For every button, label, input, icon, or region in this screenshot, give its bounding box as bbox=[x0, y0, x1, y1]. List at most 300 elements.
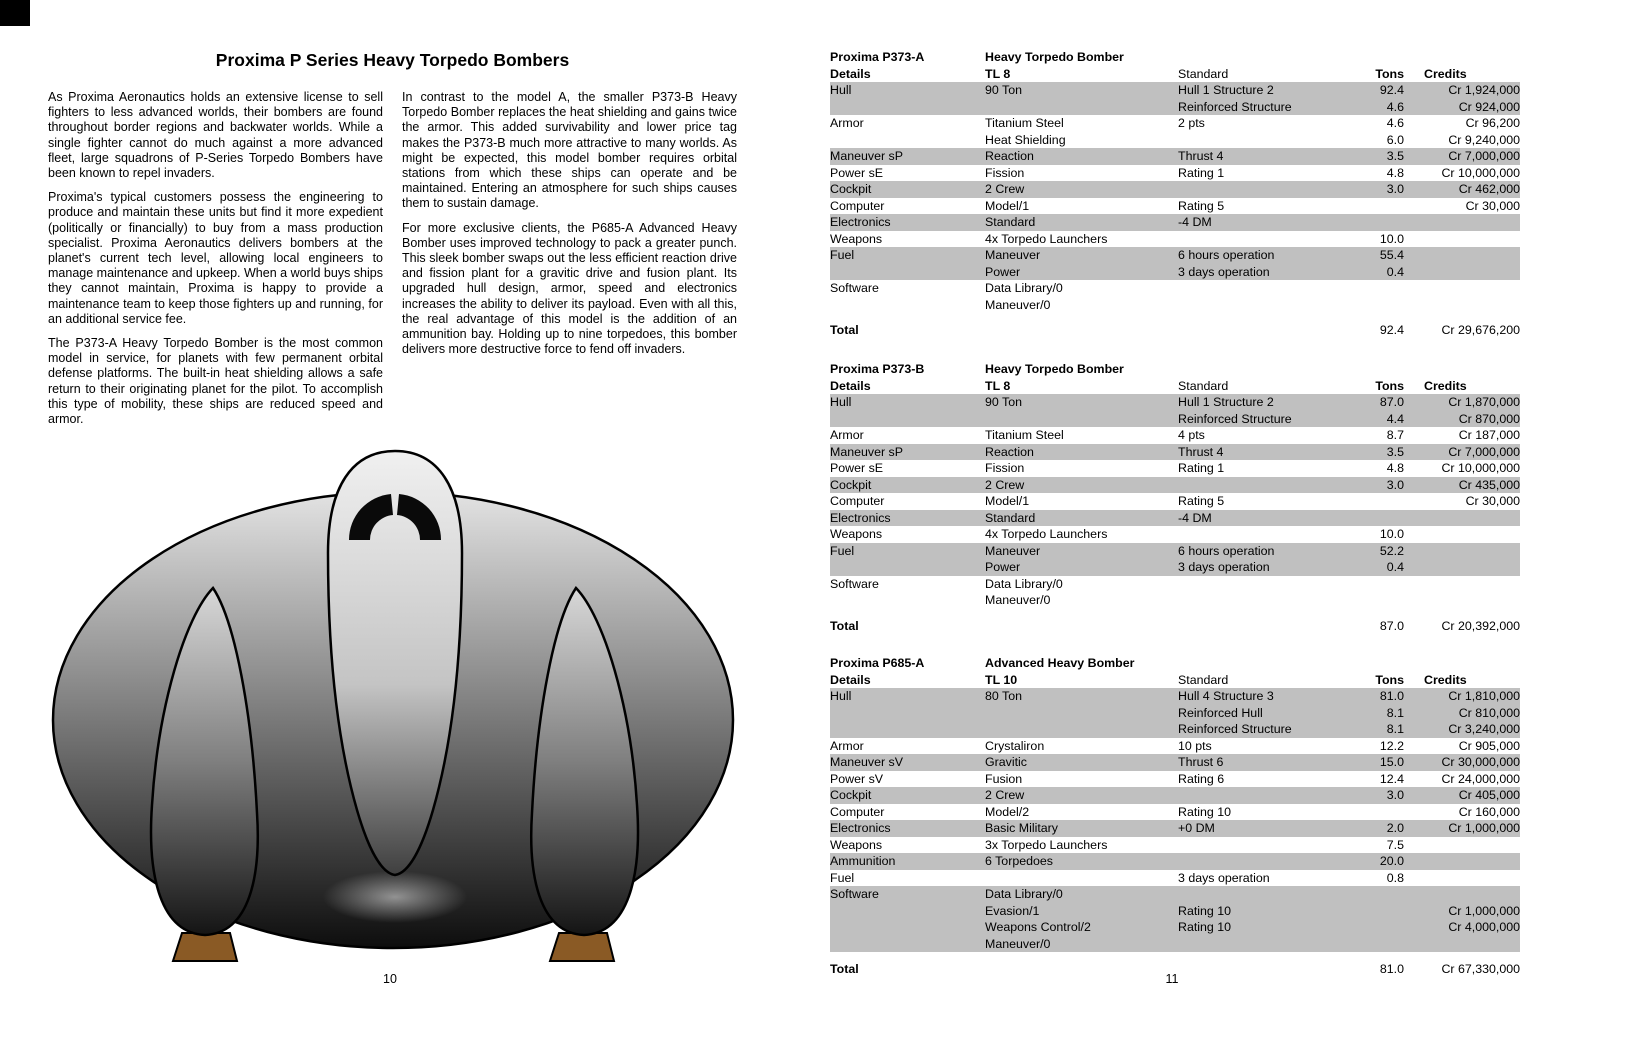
table-row bbox=[830, 559, 1520, 576]
table-row bbox=[830, 394, 1520, 411]
cell-tons: 3.0 bbox=[1386, 182, 1404, 196]
table-cell bbox=[1178, 961, 1340, 978]
cell-component: 2 Crew bbox=[985, 182, 1025, 196]
cell-standard: 3 days operation bbox=[1178, 870, 1270, 885]
cell-component: 3x Torpedo Launchers bbox=[985, 837, 1108, 852]
cell-detail bbox=[830, 297, 985, 314]
cell-component bbox=[985, 870, 1178, 887]
cell-credits bbox=[1404, 559, 1520, 576]
cell-component: Gravitic bbox=[985, 755, 1027, 769]
cell-component: Power bbox=[985, 264, 1021, 279]
table-header-row bbox=[830, 672, 1520, 689]
table-title-row bbox=[830, 361, 1520, 378]
cell-standard: 10 pts bbox=[1178, 738, 1212, 753]
cell-credits: Cr 24,000,000 bbox=[1441, 771, 1520, 786]
cell-component bbox=[985, 705, 1178, 722]
table-row bbox=[830, 115, 1520, 132]
cell-credits: Cr 187,000 bbox=[1458, 428, 1520, 442]
table-header-row bbox=[830, 378, 1520, 395]
cell-standard: Hull 1 Structure 2 bbox=[1178, 395, 1274, 409]
cell-standard: -4 DM bbox=[1178, 215, 1212, 229]
cell-detail: Armor bbox=[830, 738, 864, 753]
cell-detail: Electronics bbox=[830, 510, 891, 525]
cell-component: Data Library/0 bbox=[985, 281, 1063, 295]
cell-component: 4x Torpedo Launchers bbox=[985, 231, 1108, 246]
table-row bbox=[830, 771, 1520, 788]
cell-component: Titanium Steel bbox=[985, 428, 1064, 442]
cell-detail: Software bbox=[830, 281, 879, 295]
cell-tons: 55.4 bbox=[1379, 248, 1404, 262]
cell-detail bbox=[830, 936, 985, 953]
cell-tons bbox=[1340, 804, 1404, 821]
cell-standard bbox=[1178, 231, 1340, 248]
cell-credits bbox=[1404, 853, 1520, 870]
text-column-left bbox=[48, 90, 383, 436]
table-row bbox=[830, 427, 1520, 444]
table-total-row bbox=[830, 961, 1520, 978]
cell-detail: Computer bbox=[830, 804, 885, 819]
cell-tons: 0.4 bbox=[1386, 560, 1404, 574]
cell-credits: Cr 405,000 bbox=[1458, 788, 1520, 802]
cell-standard: +0 DM bbox=[1178, 821, 1215, 835]
cell-credits: Cr 1,924,000 bbox=[1448, 83, 1520, 97]
cell-tons: 10.0 bbox=[1379, 231, 1404, 246]
cell-credits bbox=[1404, 837, 1520, 854]
cell-standard: Rating 10 bbox=[1178, 804, 1232, 819]
cell-detail: Maneuver sP bbox=[830, 149, 904, 163]
total-tons: 87.0 bbox=[1379, 618, 1404, 633]
table-total-row bbox=[830, 322, 1520, 339]
cell-detail: Cockpit bbox=[830, 477, 872, 492]
col-header-standard: Standard bbox=[1178, 378, 1229, 393]
cell-component bbox=[985, 721, 1178, 738]
cell-detail: Weapons bbox=[830, 527, 883, 541]
cell-detail bbox=[830, 592, 985, 609]
table-row bbox=[830, 264, 1520, 281]
cell-standard: 6 hours operation bbox=[1178, 248, 1275, 262]
table-header-row bbox=[830, 66, 1520, 83]
landing-skid-left bbox=[173, 933, 237, 961]
cell-standard bbox=[1178, 592, 1340, 609]
cell-detail: Computer bbox=[830, 494, 885, 508]
cell-component: 80 Ton bbox=[985, 689, 1022, 703]
col-header-details: Details bbox=[830, 66, 871, 81]
cell-credits bbox=[1404, 886, 1520, 903]
col-header-tech-level: TL 10 bbox=[985, 672, 1018, 687]
cell-standard bbox=[1178, 853, 1340, 870]
cell-detail bbox=[830, 99, 985, 116]
ship-table-1 bbox=[830, 49, 1520, 339]
cell-standard: 3 days operation bbox=[1178, 560, 1270, 574]
cell-detail: Armor bbox=[830, 116, 864, 130]
col-header-tons: Tons bbox=[1375, 672, 1404, 687]
cell-component bbox=[985, 411, 1178, 428]
body-paragraph: In contrast to the model A, the smaller P373-B Heavy Torpedo Bomber replaces the heat shielding and gains twice the armor. This added survivability and lower price tag makes the P373-B much more attractive to many worlds. As might be expected, this model bomber requires orbital stations from which these ships can operate and be maintained. Entering an atmosphere for such ships causes them to sustain damage. bbox=[402, 90, 737, 211]
table-row bbox=[830, 721, 1520, 738]
table-row bbox=[830, 148, 1520, 165]
table-row bbox=[830, 231, 1520, 248]
cell-credits bbox=[1404, 214, 1520, 231]
cell-tons bbox=[1340, 592, 1404, 609]
cell-detail: Armor bbox=[830, 428, 864, 442]
page-number-left: 10 bbox=[383, 972, 397, 986]
cell-detail: Maneuver sV bbox=[830, 755, 904, 769]
cell-component: Crystaliron bbox=[985, 738, 1045, 753]
table-model-name: Proxima P685-A bbox=[830, 656, 925, 670]
cell-detail: Electronics bbox=[830, 215, 891, 229]
page-title: Proxima P Series Heavy Torpedo Bombers bbox=[215, 50, 570, 70]
cell-credits bbox=[1404, 936, 1520, 953]
table-row bbox=[830, 576, 1520, 593]
cell-component: 90 Ton bbox=[985, 83, 1022, 97]
table-model-name: Proxima P373-B bbox=[830, 362, 925, 376]
table-row bbox=[830, 510, 1520, 527]
cell-tons: 0.8 bbox=[1386, 870, 1404, 885]
table-total-row bbox=[830, 618, 1520, 635]
landing-skid-right bbox=[550, 933, 614, 961]
cell-credits bbox=[1404, 264, 1520, 281]
cell-credits: Cr 9,240,000 bbox=[1448, 132, 1520, 147]
cell-tons: 12.2 bbox=[1379, 738, 1404, 753]
cell-credits bbox=[1404, 280, 1520, 297]
cell-tons: 52.2 bbox=[1379, 543, 1404, 558]
cell-standard: Hull 1 Structure 2 bbox=[1178, 83, 1274, 97]
cell-component bbox=[985, 99, 1178, 116]
cell-tons: 4.6 bbox=[1386, 116, 1404, 130]
total-credits: Cr 67,330,000 bbox=[1441, 962, 1520, 976]
col-header-details: Details bbox=[830, 672, 871, 687]
cell-tons bbox=[1340, 886, 1404, 903]
cell-detail: Power sE bbox=[830, 461, 884, 475]
table-row bbox=[830, 903, 1520, 920]
table-row bbox=[830, 165, 1520, 182]
cell-component: Power bbox=[985, 560, 1021, 574]
cell-detail: Power sE bbox=[830, 165, 884, 180]
cell-standard bbox=[1178, 132, 1340, 149]
cell-tons bbox=[1340, 919, 1404, 936]
table-row bbox=[830, 886, 1520, 903]
cell-credits: Cr 905,000 bbox=[1458, 738, 1520, 753]
cell-tons: 20.0 bbox=[1379, 854, 1404, 868]
cell-credits bbox=[1404, 247, 1520, 264]
cell-tons: 12.4 bbox=[1379, 771, 1404, 786]
table-row bbox=[830, 754, 1520, 771]
cell-detail: Software bbox=[830, 576, 879, 591]
table-row bbox=[830, 297, 1520, 314]
cell-credits: Cr 1,000,000 bbox=[1448, 821, 1520, 835]
table-spacer bbox=[830, 313, 1520, 322]
text-column-right bbox=[402, 90, 737, 366]
cell-standard bbox=[1178, 787, 1340, 804]
cell-tons bbox=[1340, 214, 1404, 231]
cell-standard: 2 pts bbox=[1178, 116, 1205, 130]
cell-credits: Cr 10,000,000 bbox=[1441, 165, 1520, 180]
page-number-right: 11 bbox=[1165, 972, 1179, 986]
cell-standard: -4 DM bbox=[1178, 510, 1212, 525]
cell-component: Standard bbox=[985, 510, 1036, 525]
cell-tons: 3.0 bbox=[1386, 477, 1404, 492]
cell-credits: Cr 30,000,000 bbox=[1441, 755, 1520, 769]
total-tons: 92.4 bbox=[1379, 323, 1404, 337]
cell-component: Data Library/0 bbox=[985, 576, 1063, 591]
table-row bbox=[830, 592, 1520, 609]
table-cell bbox=[1178, 322, 1340, 339]
cell-standard: Rating 6 bbox=[1178, 771, 1225, 786]
cell-component: Standard bbox=[985, 215, 1036, 229]
cell-standard: 6 hours operation bbox=[1178, 543, 1275, 558]
cell-standard: Reinforced Hull bbox=[1178, 705, 1263, 720]
cell-credits bbox=[1404, 592, 1520, 609]
cell-tons: 3.5 bbox=[1386, 444, 1404, 459]
hull-highlight bbox=[323, 871, 467, 923]
cell-standard bbox=[1178, 886, 1340, 903]
table-row bbox=[830, 444, 1520, 461]
cell-credits: Cr 1,870,000 bbox=[1448, 395, 1520, 409]
total-label: Total bbox=[830, 618, 859, 633]
cell-component: Basic Military bbox=[985, 821, 1058, 835]
cell-component: 2 Crew bbox=[985, 477, 1025, 492]
cell-credits: Cr 870,000 bbox=[1458, 411, 1520, 426]
cell-component: Model/1 bbox=[985, 494, 1030, 508]
cell-tons bbox=[1340, 280, 1404, 297]
cell-detail: Power sV bbox=[830, 771, 884, 786]
cell-tons: 8.7 bbox=[1386, 428, 1404, 442]
ship-table-2 bbox=[830, 361, 1520, 634]
cell-detail bbox=[830, 721, 985, 738]
cell-detail bbox=[830, 264, 985, 281]
cell-tons: 6.0 bbox=[1386, 132, 1404, 147]
col-header-tech-level: TL 8 bbox=[985, 378, 1011, 393]
cell-standard: Rating 10 bbox=[1178, 903, 1232, 918]
cell-component: Evasion/1 bbox=[985, 903, 1040, 918]
col-header-credits: Credits bbox=[1424, 378, 1467, 393]
cell-standard: Hull 4 Structure 3 bbox=[1178, 689, 1274, 703]
cell-detail: Fuel bbox=[830, 870, 855, 885]
cell-detail bbox=[830, 132, 985, 149]
cell-detail: Software bbox=[830, 887, 879, 901]
cell-credits: Cr 96,200 bbox=[1465, 116, 1520, 130]
cell-tons bbox=[1340, 576, 1404, 593]
cell-component: Fission bbox=[985, 165, 1025, 180]
table-row bbox=[830, 493, 1520, 510]
cell-detail: Hull bbox=[830, 83, 852, 97]
table-row bbox=[830, 837, 1520, 854]
cell-component: Maneuver bbox=[985, 248, 1041, 262]
total-credits: Cr 20,392,000 bbox=[1441, 618, 1520, 633]
col-header-details: Details bbox=[830, 378, 871, 393]
cell-component: Reaction bbox=[985, 149, 1034, 163]
cell-credits: Cr 462,000 bbox=[1458, 182, 1520, 196]
cell-standard: Rating 10 bbox=[1178, 920, 1232, 934]
cell-tons bbox=[1340, 198, 1404, 215]
cell-standard bbox=[1178, 936, 1340, 953]
table-row bbox=[830, 919, 1520, 936]
table-row bbox=[830, 181, 1520, 198]
cell-credits: Cr 924,000 bbox=[1458, 99, 1520, 114]
cell-component: Data Library/0 bbox=[985, 887, 1063, 901]
table-cell bbox=[985, 961, 1178, 978]
cell-credits: Cr 7,000,000 bbox=[1448, 444, 1520, 459]
table-cell bbox=[1178, 618, 1340, 635]
cell-standard: Reinforced Structure bbox=[1178, 722, 1292, 736]
cell-standard bbox=[1178, 526, 1340, 543]
cell-standard: Rating 1 bbox=[1178, 461, 1225, 475]
body-paragraph: As Proxima Aeronautics holds an extensive license to sell fighters to less advanced worlds, their bombers are found throughout border regions and backwater worlds. While a single fighter cannot do much against a more advanced fleet, large squadrons of P-Series Torpedo Bombers have been known to repel invaders. bbox=[48, 90, 383, 181]
table-row bbox=[830, 804, 1520, 821]
cell-detail: Electronics bbox=[830, 821, 891, 835]
table-cell bbox=[985, 322, 1178, 339]
cell-component: Heat Shielding bbox=[985, 132, 1066, 147]
cell-tons: 8.1 bbox=[1386, 705, 1404, 720]
total-label: Total bbox=[830, 323, 859, 337]
cell-detail bbox=[830, 705, 985, 722]
table-row bbox=[830, 411, 1520, 428]
table-row bbox=[830, 198, 1520, 215]
bomber-illustration bbox=[45, 445, 740, 965]
cell-tons bbox=[1340, 493, 1404, 510]
cell-component: 2 Crew bbox=[985, 788, 1025, 802]
cell-detail: Cockpit bbox=[830, 182, 872, 196]
cell-standard bbox=[1178, 477, 1340, 494]
cell-detail: Fuel bbox=[830, 248, 855, 262]
col-header-standard: Standard bbox=[1178, 66, 1229, 81]
table-ship-type: Heavy Torpedo Bomber bbox=[985, 362, 1124, 376]
cell-detail: Maneuver sP bbox=[830, 444, 904, 459]
cell-credits bbox=[1404, 297, 1520, 314]
total-label: Total bbox=[830, 962, 859, 976]
cell-component: Fusion bbox=[985, 771, 1023, 786]
cell-component: Weapons Control/2 bbox=[985, 920, 1091, 934]
cell-standard: Reinforced Structure bbox=[1178, 99, 1292, 114]
table-row bbox=[830, 543, 1520, 560]
cell-credits bbox=[1404, 526, 1520, 543]
cell-detail: Cockpit bbox=[830, 788, 872, 802]
cell-detail: Hull bbox=[830, 689, 852, 703]
cell-tons: 2.0 bbox=[1386, 821, 1404, 835]
cell-credits: Cr 3,240,000 bbox=[1448, 722, 1520, 736]
cell-detail: Weapons bbox=[830, 231, 883, 246]
cell-detail bbox=[830, 919, 985, 936]
table-spacer bbox=[830, 609, 1520, 618]
cell-detail: Ammunition bbox=[830, 854, 896, 868]
cell-tons: 15.0 bbox=[1379, 755, 1404, 769]
cell-component: Maneuver bbox=[985, 543, 1041, 558]
body-paragraph: For more exclusive clients, the P685-A Advanced Heavy Bomber uses improved technology to pack a greater punch. This sleek bomber swaps out the less efficient reaction drive and fission plant for a gravitic drive and fusion plant. Its upgraded hull design, armor, speed and electronics increases the ability to deliver its payload. Even with all this, the real advantage of this model is the addition of an ammunition bay. Holding up to nine torpedoes, this bomber delivers more destructive force to fend off invaders. bbox=[402, 220, 737, 357]
table-ship-type: Advanced Heavy Bomber bbox=[985, 656, 1135, 670]
cell-detail: Fuel bbox=[830, 543, 855, 558]
cell-credits bbox=[1404, 231, 1520, 248]
body-paragraph: The P373-A Heavy Torpedo Bomber is the most common model in service, for planets with few permanent orbital defense platforms. The built-in heat shielding allows a safe return to their originating planet for the pilot. To accomplish this type of mobility, these ships are reduced speed and armor. bbox=[48, 336, 383, 427]
cell-credits bbox=[1404, 510, 1520, 527]
scan-artifact-mark bbox=[0, 0, 30, 26]
cell-credits: Cr 1,810,000 bbox=[1448, 689, 1520, 703]
cell-credits: Cr 810,000 bbox=[1458, 705, 1520, 720]
cell-standard bbox=[1178, 837, 1340, 854]
cell-tons: 7.5 bbox=[1386, 837, 1404, 852]
cell-component: Model/1 bbox=[985, 198, 1030, 213]
ship-table-3 bbox=[830, 655, 1520, 978]
cell-credits: Cr 30,000 bbox=[1465, 494, 1520, 508]
cell-credits: Cr 1,000,000 bbox=[1448, 903, 1520, 918]
table-title-row bbox=[830, 655, 1520, 672]
cell-standard bbox=[1178, 297, 1340, 314]
cell-tons: 92.4 bbox=[1379, 83, 1404, 97]
table-row bbox=[830, 214, 1520, 231]
cell-standard: 4 pts bbox=[1178, 428, 1205, 442]
table-spacer bbox=[830, 952, 1520, 961]
table-row bbox=[830, 132, 1520, 149]
cell-detail bbox=[830, 903, 985, 920]
table-cell bbox=[985, 618, 1178, 635]
cell-credits bbox=[1404, 576, 1520, 593]
cell-tons: 4.8 bbox=[1386, 165, 1404, 180]
cell-tons: 4.4 bbox=[1386, 411, 1404, 426]
table-row bbox=[830, 526, 1520, 543]
cell-standard bbox=[1178, 280, 1340, 297]
cell-detail: Weapons bbox=[830, 837, 883, 852]
table-row bbox=[830, 820, 1520, 837]
cell-standard: Rating 5 bbox=[1178, 198, 1225, 213]
cell-standard bbox=[1178, 181, 1340, 198]
table-title-row bbox=[830, 49, 1520, 66]
cell-tons bbox=[1340, 903, 1404, 920]
table-row bbox=[830, 787, 1520, 804]
cell-tons bbox=[1340, 510, 1404, 527]
cell-tons: 3.5 bbox=[1386, 149, 1404, 163]
cell-credits bbox=[1404, 543, 1520, 560]
cell-detail: Computer bbox=[830, 198, 885, 213]
cell-credits: Cr 7,000,000 bbox=[1448, 149, 1520, 163]
col-header-credits: Credits bbox=[1424, 672, 1467, 687]
body-paragraph: Proxima's typical customers possess the engineering to produce and maintain these units but find it more expedient (politically or financially) to buy from a mass production specialist. Proxima Aeronautics delivers bombers at the planet's current tech level, allowing local engineers to manage maintenance and upkeep. When a world buys ships they cannot maintain, Proxima is happy to provide a maintenance team to keep those fighters up and running, for an additional service fee. bbox=[48, 190, 383, 326]
cell-component: 6 Torpedoes bbox=[985, 854, 1053, 868]
cell-tons: 4.6 bbox=[1386, 99, 1404, 114]
cell-credits: Cr 30,000 bbox=[1465, 198, 1520, 213]
cell-tons: 10.0 bbox=[1379, 527, 1404, 541]
table-row bbox=[830, 460, 1520, 477]
cell-standard: Reinforced Structure bbox=[1178, 411, 1292, 426]
total-credits: Cr 29,676,200 bbox=[1441, 323, 1520, 337]
table-row bbox=[830, 99, 1520, 116]
table-row bbox=[830, 870, 1520, 887]
cell-tons: 0.4 bbox=[1386, 264, 1404, 279]
cell-detail: Hull bbox=[830, 395, 852, 409]
cell-tons: 87.0 bbox=[1379, 395, 1404, 409]
cell-component: 4x Torpedo Launchers bbox=[985, 527, 1108, 541]
cell-standard bbox=[1178, 576, 1340, 593]
cell-credits: Cr 10,000,000 bbox=[1441, 461, 1520, 475]
col-header-tech-level: TL 8 bbox=[985, 66, 1011, 81]
cell-standard: Thrust 4 bbox=[1178, 149, 1224, 163]
col-header-standard: Standard bbox=[1178, 672, 1229, 687]
table-row bbox=[830, 477, 1520, 494]
cell-component: Maneuver/0 bbox=[985, 593, 1051, 607]
table-row bbox=[830, 738, 1520, 755]
table-ship-type: Heavy Torpedo Bomber bbox=[985, 50, 1124, 64]
cell-standard: Rating 1 bbox=[1178, 165, 1225, 180]
cell-standard: Thrust 4 bbox=[1178, 444, 1224, 459]
cell-tons: 8.1 bbox=[1386, 722, 1404, 736]
cell-tons: 81.0 bbox=[1379, 689, 1404, 703]
cell-component: Titanium Steel bbox=[985, 116, 1064, 130]
cell-credits: Cr 4,000,000 bbox=[1448, 920, 1520, 934]
cell-standard: Rating 5 bbox=[1178, 494, 1225, 508]
cell-credits: Cr 435,000 bbox=[1458, 477, 1520, 492]
total-tons: 81.0 bbox=[1379, 962, 1404, 976]
cell-credits: Cr 160,000 bbox=[1458, 804, 1520, 819]
table-row bbox=[830, 247, 1520, 264]
cell-detail bbox=[830, 559, 985, 576]
